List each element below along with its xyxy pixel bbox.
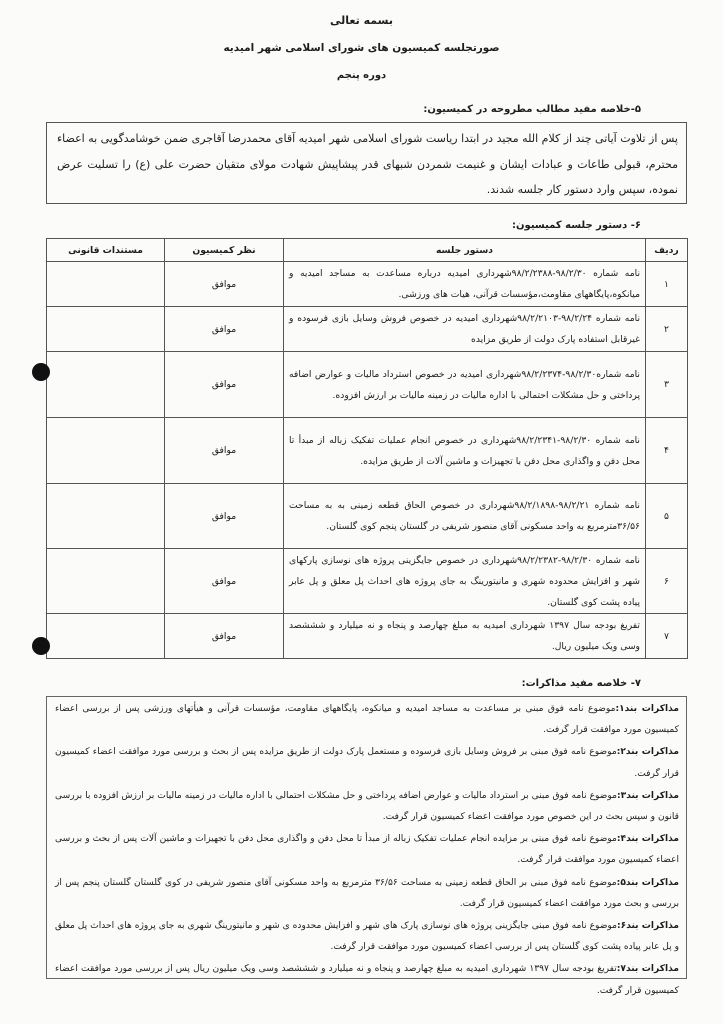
deliberation-label: مذاکرات بند۷: (616, 964, 679, 975)
deliberation-label: مذاکرات بند۲: (616, 747, 679, 758)
table-row (47, 484, 688, 549)
row-number: ۷ (646, 614, 688, 659)
agenda-item-text: تفریغ بودجه سال ۱۳۹۷ شهرداری امیدیه به مبلغ چهارصد و پنجاه و نه میلیارد و شششصد وسی ویک میلیون ریال. (284, 614, 646, 659)
commission-opinion: موافق (165, 484, 284, 549)
agenda-item-text: نامه شماره ۹۸/۲/۲۱-۹۸/۲/۱۸۹۸شهرداری در خصوص الحاق قطعه زمینی به به مساحت ۳۶/۵۶مترمربع به واحد مسکونی آقای منصور شریفی در گلستان پنجم کوی گلستان. (284, 484, 646, 549)
legal-basis (47, 262, 165, 307)
deliberation-text: موضوع نامه فوق مبنی بر استرداد مالیات و عوارض اضافه پرداختی و حل مشکلات احتمالی با اداره مالیات در زمینه مالیات بر ارزش افزوده با بررسی قانون و سپس بحث در این خصوص مورد موافقت اعضاء کمیسیون قرار گرفت. (55, 790, 679, 823)
row-number: ۵ (646, 484, 688, 549)
legal-basis (47, 352, 165, 418)
commission-opinion: موافق (165, 418, 284, 484)
deliberations-box (46, 696, 687, 996)
deliberation-text: موضوع نامه فوق مبنی بر مساعدت به مساجد امیدیه و میانکوه، پایگاههای مقاومت، مؤسسات قرآنی و هیأتهای ورزشی پس از بررسی اعضاء کمیسیون مورد موافقت قرار گرفت. (55, 704, 679, 736)
deliberation-item (55, 699, 679, 741)
commission-opinion: موافق (165, 352, 284, 418)
column-header-agenda: دستور جلسه (284, 239, 646, 262)
legal-basis (47, 549, 165, 614)
agenda-item-text: نامه شماره ۹۸/۲/۳۰-۹۸/۲/۲۳۸۸شهرداری امیدیه درباره مساعدت به مساجد امیدیه و میانکوه،پایگاههای مقاومت،مؤسسات قرآنی، هیات های ورزشی. (284, 262, 646, 307)
document-title: صورتجلسه کمیسیون های شورای اسلامی شهر امیدیه (223, 42, 500, 54)
punch-hole (32, 363, 50, 381)
commission-opinion: موافق (165, 262, 284, 307)
commission-opinion: موافق (165, 307, 284, 352)
deliberation-label: مذاکرات بند۵: (616, 877, 680, 888)
row-number: ۶ (646, 549, 688, 614)
punch-hole (32, 637, 50, 655)
row-number: ۱ (646, 262, 688, 307)
agenda-item-text: نامه شماره۹۸/۲/۳۰-۹۸/۲/۲۳۷۴شهرداری امیدیه در خصوص استرداد مالیات و عوارض اضافه پرداختی و حل مشکلات احتمالی با اداره مالیات در زمینه مالیات بر ارزش افزوده. (284, 352, 646, 418)
row-number: ۲ (646, 307, 688, 352)
table-row (47, 549, 688, 614)
legal-basis (47, 614, 165, 659)
legal-basis (47, 307, 165, 352)
commission-opinion: موافق (165, 549, 284, 614)
table-row (47, 614, 688, 659)
council-term: دوره پنجم (336, 70, 387, 81)
deliberation-item (55, 786, 679, 828)
table-row (47, 307, 688, 352)
basmala: بسمه تعالی (330, 14, 393, 27)
agenda-item-text: نامه شماره ۹۸/۲/۳۰-۹۸/۲/۲۳۸۲شهرداری در خصوص جایگزینی پروژه های نوسازی پارکهای شهر و افزایش محدوده شهری و مانیتورینگ به جای پروژه های احداث پل معلق و پل عابر پیاده پشت کوی گلستان. (284, 549, 646, 614)
deliberation-text: موضوع نامه فوق مبنی بر الحاق قطعه زمینی به مساحت ۳۶/۵۶ مترمربع به واحد مسکونی آقای منصور شریفی در کوی گلستان گلستان پنجم پس از بررسی و بحث مورد موافقت اعضاء کمیسیون قرار گرفت. (55, 877, 679, 909)
row-number: ۳ (646, 352, 688, 418)
table-row (47, 418, 688, 484)
deliberation-label: مذاکرات بند۱: (615, 704, 679, 714)
column-header-legal: مستندات قانونی (47, 239, 165, 262)
deliberations-heading: ۷- خلاصه مفید مذاکرات: (521, 678, 641, 689)
deliberation-label: مذاکرات بند۶: (617, 921, 679, 932)
column-header-opinion: نظر کمیسیون (165, 239, 284, 262)
summary-heading: ۵-خلاصه مفید مطالب مطروحه در کمیسیون: (423, 104, 641, 115)
agenda-heading: ۶- دستور جلسه کمیسیون: (512, 220, 641, 231)
table-row (47, 262, 688, 307)
summary-box: پس از تلاوت آیاتی چند از کلام الله مجید در ابتدا ریاست شورای اسلامی شهر امیدیه آقای محمدرضا آقاجری ضمن خوشامدگویی به اعضاء محترم، قبولی طاعات و عبادات ایشان و غنیمت شمردن شبهای قدر پیشاپیش شهادت مولای متقیان حضرت علی (ع) را تسلیت عرض نموده، سپس وارد دستور کار جلسه شدند. (46, 122, 687, 204)
agenda-item-text: نامه شماره ۹۸/۲/۳۰-۹۸/۲/۲۳۴۱شهرداری در خصوص انجام عملیات تفکیک زباله از مبدأ تا محل دفن و واگذاری محل دفن با تجهیزات و ماشین آلات از طریق مزایده. (284, 418, 646, 484)
deliberation-text: تفریغ بودجه سال ۱۳۹۷ شهرداری امیدیه به مبلغ چهارصد و پنجاه و نه میلیارد و شششصد وسی ویک میلیون ریال پس از بررسی مورد موافقت اعضاء کمیسیون قرار گرفت. (55, 964, 679, 996)
deliberation-item (55, 742, 679, 784)
agenda-table (46, 238, 688, 659)
deliberation-item (55, 873, 679, 915)
deliberation-item (55, 916, 679, 958)
deliberation-text: موضوع نامه فوق مبنی بر مزایده انجام عملیات تفکیک زباله از مبدأ تا محل دفن و واگذاری محل دفن با تجهیزات و ماشین آلات پس از بحث و بررسی اعضاء کمیسیون مورد موافقت قرار گرفت. (55, 834, 679, 866)
agenda-item-text: نامه شماره ۹۸/۲/۲۴-۹۸/۲/۲۱۰۳شهرداری امیدیه در خصوص فروش وسایل بازی فرسوده و غیرقابل استفاده پارک دولت از طریق مزایده (284, 307, 646, 352)
legal-basis (47, 418, 165, 484)
deliberation-text: موضوع نامه فوق مبنی جایگزینی پروژه های نوسازی پارک های شهر و افزایش محدوده ی شهر و مانیتورینگ شهری به جای پروژه های احداث پل معلق و پل عابر پیاده پشت کوی گلستان پس از بررسی اعضاء کمیسیون مورد موافقت قرار گرفت. (55, 921, 679, 953)
deliberation-item (55, 829, 679, 871)
row-number: ۴ (646, 418, 688, 484)
deliberation-text: موضوع نامه فوق مبنی بر فروش وسایل بازی فرسوده و مستعمل پارک دولت از طریق مزایده پس از بحث و بررسی مورد موافقت اعضاء کمیسیون قرار گرفت. (55, 747, 679, 779)
deliberation-label: مذاکرات بند۴: (616, 834, 679, 845)
column-header-row-number: ردیف (646, 239, 688, 262)
deliberation-item (55, 959, 679, 1001)
legal-basis (47, 484, 165, 549)
agenda-header-row (47, 239, 688, 262)
commission-opinion: موافق (165, 614, 284, 659)
table-row (47, 352, 688, 418)
deliberation-label: مذاکرات بند۳: (616, 790, 679, 801)
